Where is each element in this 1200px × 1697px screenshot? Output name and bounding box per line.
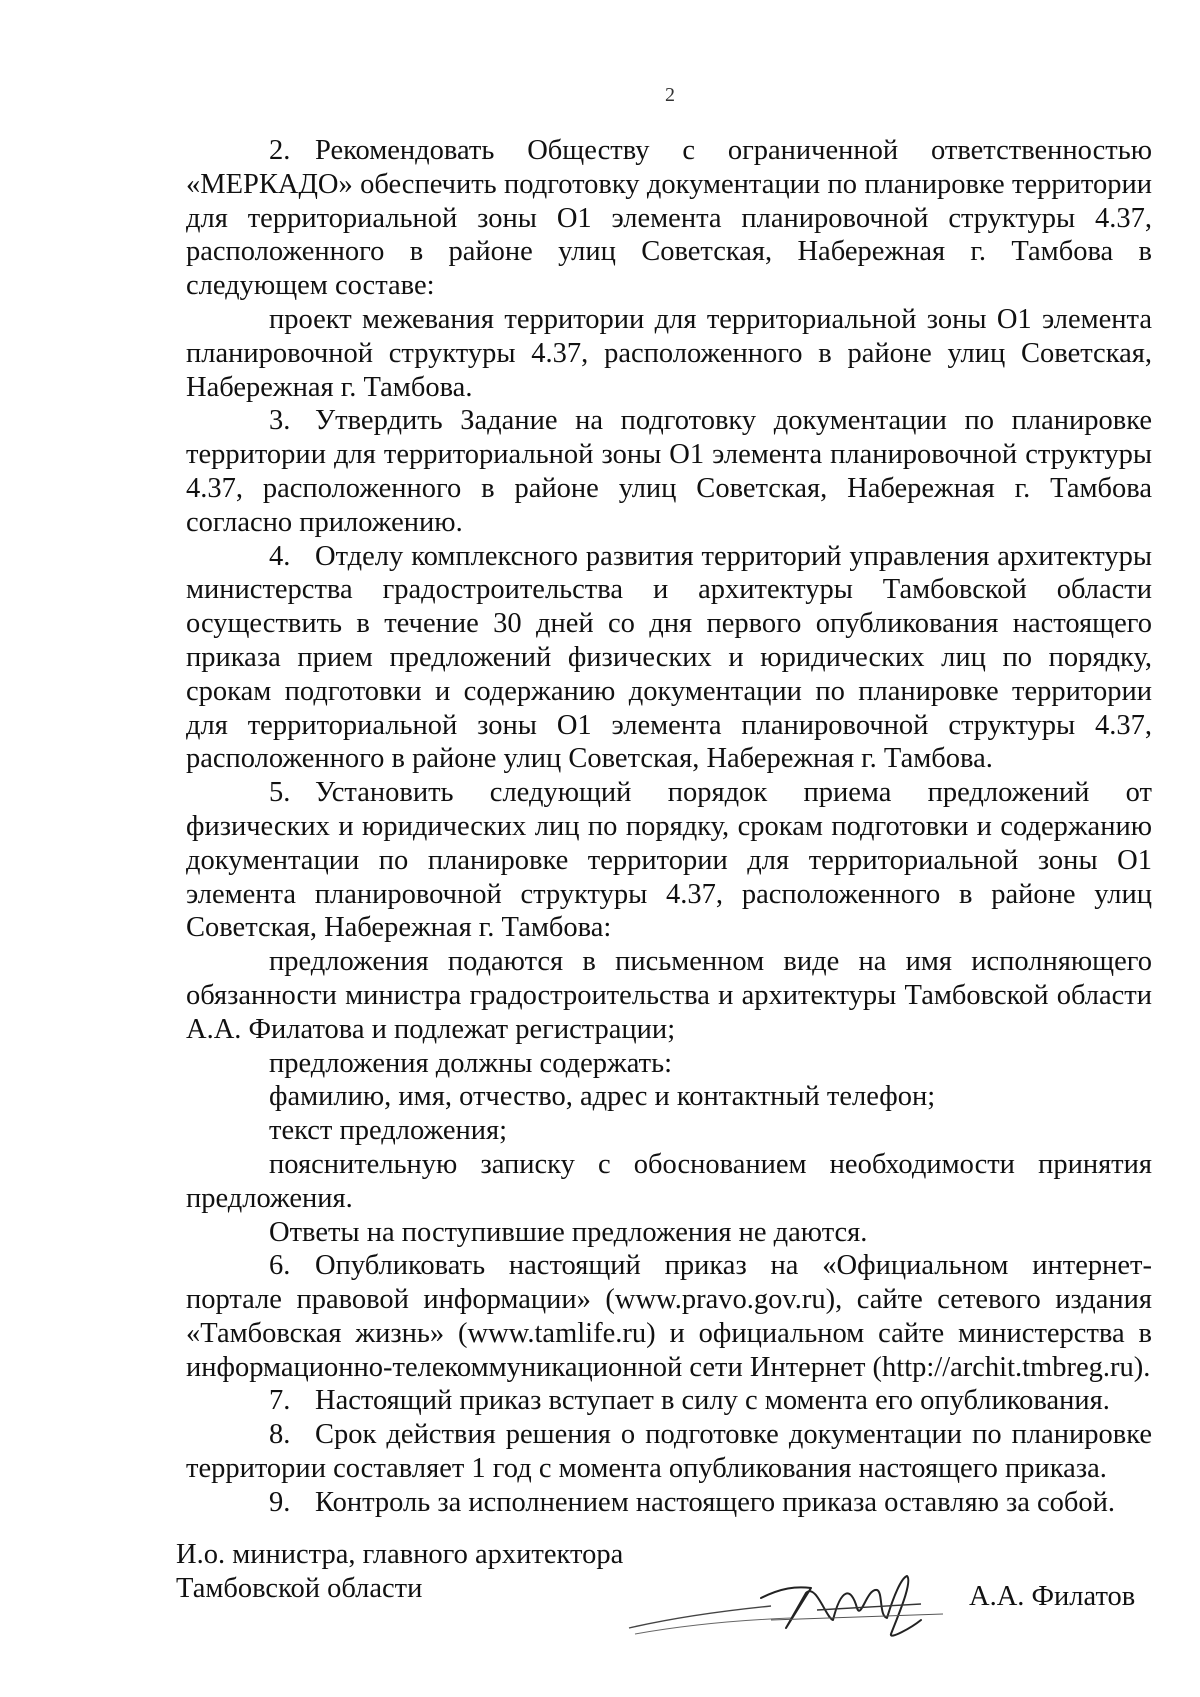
handwritten-signature-icon (621, 1558, 951, 1648)
paragraph-number: 6. (269, 1250, 291, 1282)
paragraph-number: 4. (269, 540, 291, 572)
paragraph-text: Рекомендовать Обществу с ограниченной ответственностью «МЕРКАДО» обеспечить подготовку документации по планировке территории для территориальной зоны О1 элемента планировочной структуры 4.37, расположенного в районе улиц Советская, Набережная г. Тамбова в следующем составе: (186, 135, 1152, 302)
paragraph-8 (186, 1418, 1152, 1486)
paragraph-number: 5. (269, 777, 291, 809)
paragraph-5-text (186, 1114, 1152, 1148)
paragraph-text: пояснительную записку с обоснованием необходимости принятия предложения. (186, 1148, 1152, 1214)
document-body (186, 134, 1152, 1520)
paragraph-text: Ответы на поступившие предложения не даются. (269, 1216, 868, 1248)
paragraph-5-contents (186, 1047, 1152, 1081)
paragraph-number: 7. (269, 1385, 291, 1417)
paragraph-5-answers (186, 1216, 1152, 1250)
paragraph-text: предложения должны содержать: (269, 1047, 673, 1079)
paragraph-text: Установить следующий порядок приема предложений от физических и юридических лиц по порядку, срокам подготовки и содержанию документации по планировке территории для территориальной зоны О1 элемента планировочной структуры 4.37, расположенного в районе улиц Советская, Набережная г. Тамбова: (186, 777, 1152, 944)
page-number: 2 (665, 84, 675, 106)
signature-block (176, 1538, 1156, 1612)
paragraph-text: Утвердить Задание на подготовку документации по планировке территории для территориальной зоны О1 элемента планировочной структуры 4.37, расположенного в районе улиц Советская, Набережная г. Тамбова согласно приложению. (186, 405, 1152, 538)
paragraph-5-note (186, 1148, 1152, 1216)
signatory-title-line: Тамбовской области (176, 1573, 423, 1604)
paragraph-number: 3. (269, 405, 291, 437)
paragraph-5-contact (186, 1080, 1152, 1114)
paragraph-text: Срок действия решения о подготовке документации по планировке территории составляет 1 год с момента опубликования настоящего приказа. (186, 1419, 1152, 1485)
paragraph-5 (186, 776, 1152, 945)
paragraph-number: 8. (269, 1419, 291, 1451)
paragraph-3 (186, 404, 1152, 539)
paragraph-text: Настоящий приказ вступает в силу с момента его опубликования. (315, 1385, 1110, 1417)
paragraph-2 (186, 134, 1152, 303)
paragraph-text: предложения подаются в письменном виде на имя исполняющего обязанности министра градостроительства и архитектуры Тамбовской области А.А. Филатова и подлежат регистрации; (186, 946, 1152, 1045)
paragraph-text: текст предложения; (269, 1115, 508, 1147)
paragraph-text: фамилию, имя, отчество, адрес и контактный телефон; (269, 1081, 936, 1113)
paragraph-text: Отделу комплексного развития территорий управления архитектуры министерства градостроительства и архитектуры Тамбовской области осуществить в течение 30 дней со дня первого опубликования настоящего приказа прием предложений физических и юридических лиц по порядку, срокам подготовки и содержанию документации по планировке территории для территориальной зоны О1 элемента планировочной структуры 4.37, расположенного в районе улиц Советская, Набережная г. Тамбова. (186, 540, 1152, 775)
paragraph-6 (186, 1249, 1152, 1384)
paragraph-text: Опубликовать настоящий приказ на «Официальном интернет-портале правовой информации» (www.pravo.gov.ru), сайте сетевого издания «Тамбовская жизнь» (www.tamlife.ru) и официальном сайте министерства в информационно-телекоммуникационной сети Интернет (http://archit.tmbreg.ru). (186, 1250, 1152, 1383)
paragraph-2-composition (186, 303, 1152, 404)
signatory-name: А.А. Филатов (969, 1581, 1136, 1612)
signatory-title-line: И.о. министра, главного архитектора (176, 1539, 624, 1570)
paragraph-text: Контроль за исполнением настоящего приказа оставляю за собой. (315, 1486, 1116, 1518)
paragraph-4 (186, 540, 1152, 777)
paragraph-number: 9. (269, 1486, 291, 1518)
paragraph-text: проект межевания территории для территориальной зоны О1 элемента планировочной структуры 4.37, расположенного в районе улиц Советская, Набережная г. Тамбова. (186, 303, 1152, 403)
paragraph-number: 2. (269, 135, 291, 166)
paragraph-7 (186, 1384, 1152, 1418)
paragraph-5-submission (186, 945, 1152, 1046)
paragraph-9 (186, 1486, 1152, 1520)
